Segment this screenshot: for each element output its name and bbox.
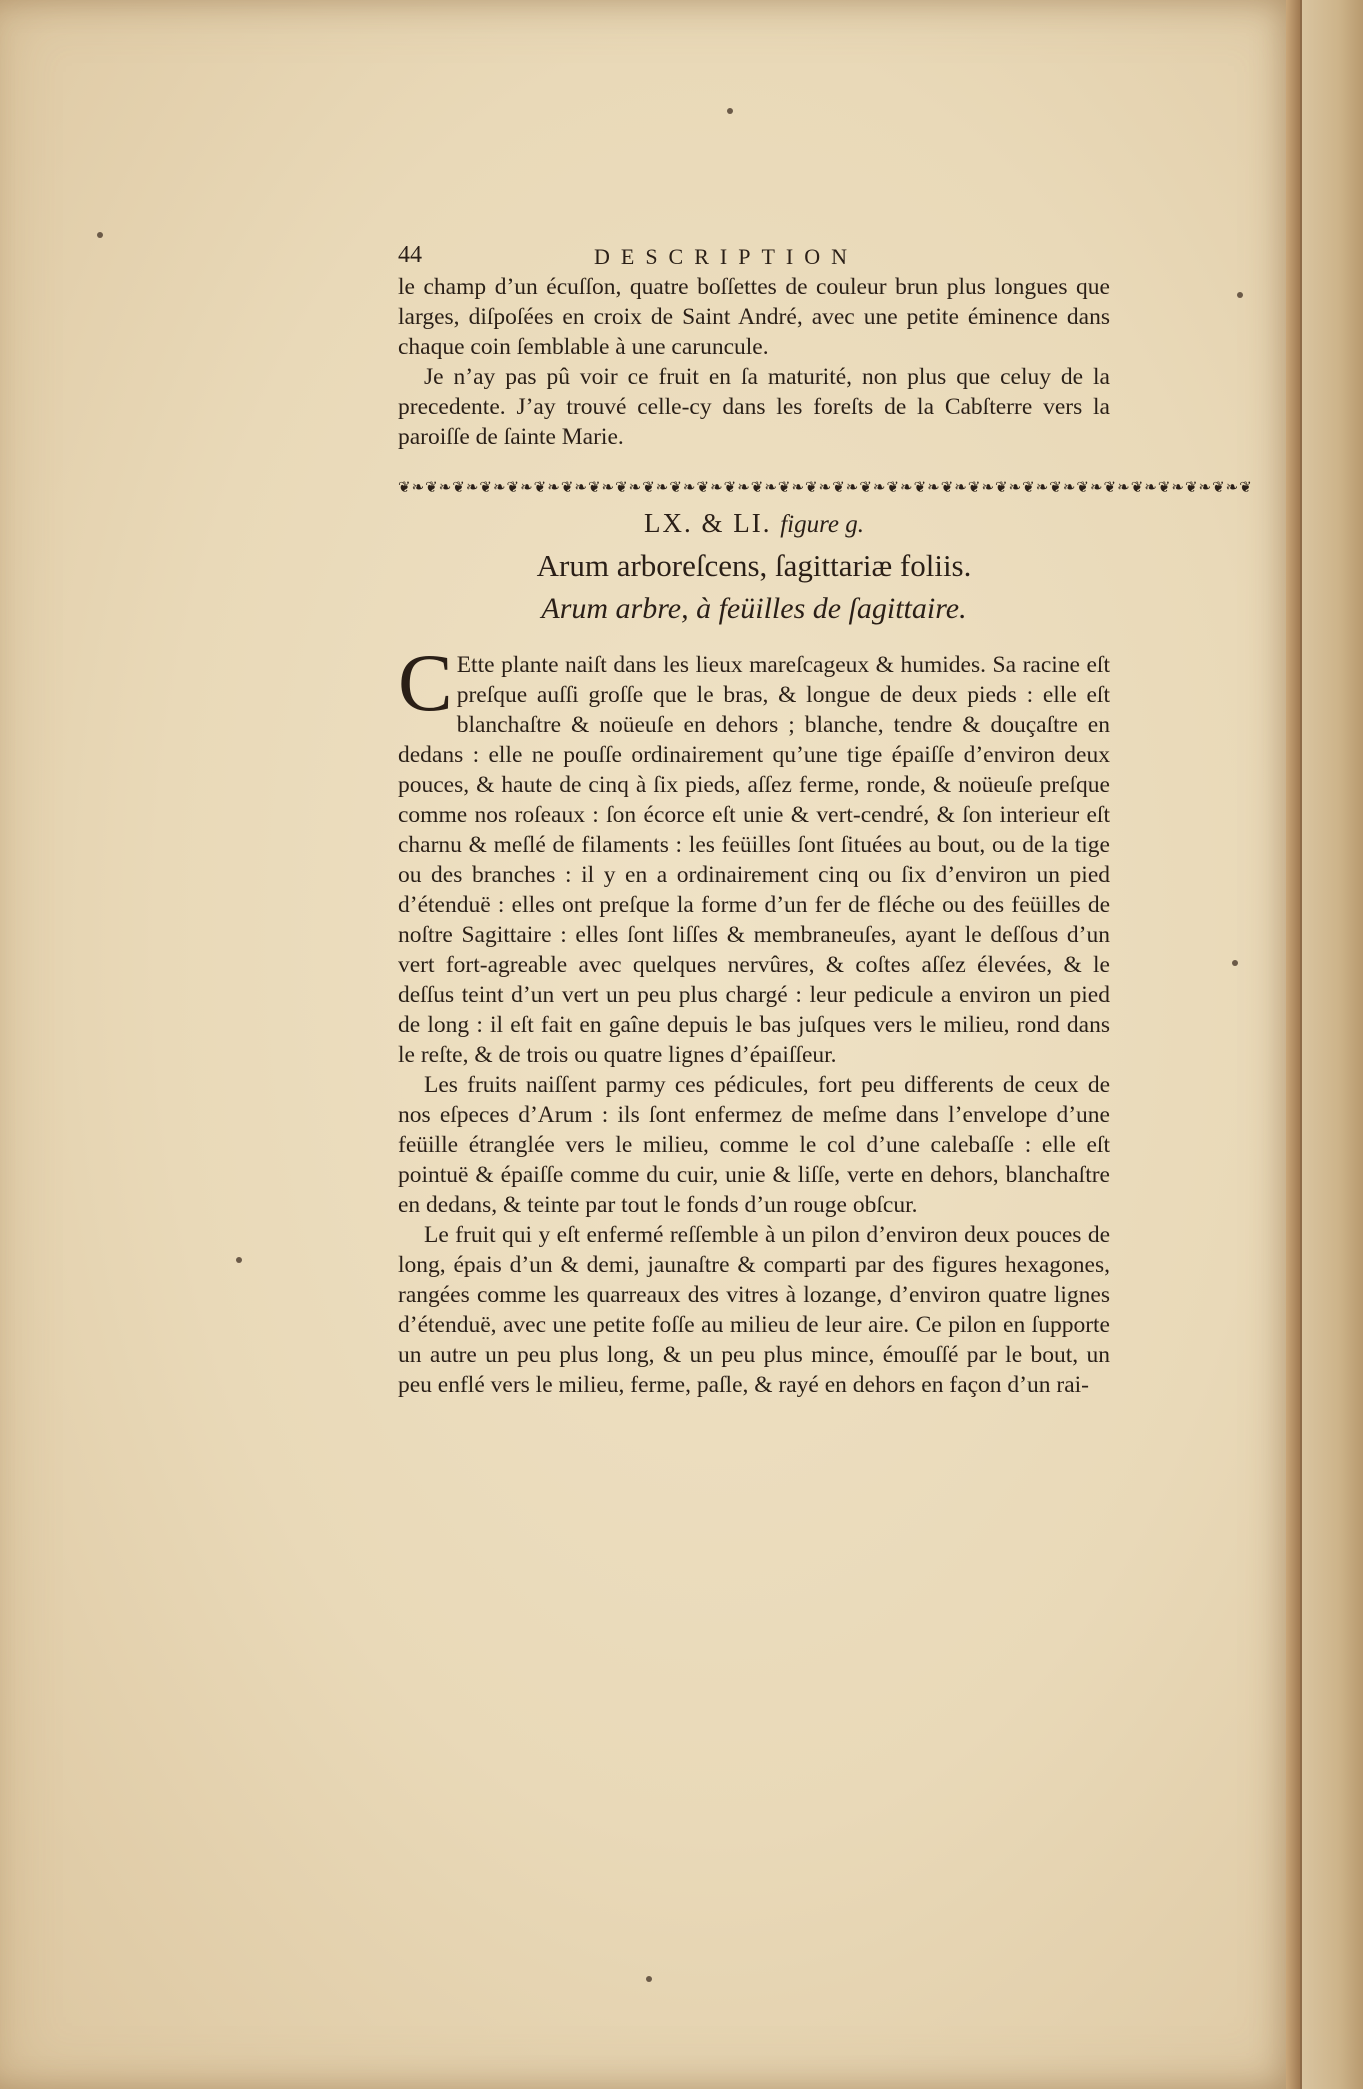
drop-cap: C — [398, 637, 453, 728]
paper-spot — [97, 232, 103, 238]
section-number: LX. & LI. — [643, 508, 772, 538]
page-number: 44 — [398, 242, 422, 268]
figure-reference: figure g. — [780, 511, 865, 538]
fruits-paragraph: Les fruits naiſſent parmy ces pédicules, fort peu differents de ceux de nos eſpeces d’Arum : ils ſont enfermez de meſme dans l’envelope d’une feüille étranglée vers le milieu, comme le col d’une calebaſſe : elle eſt pointuë & épaiſſe comme du cuir, unie & liſſe, verte en dehors, blanchaſtre en dedans, & teinte par tout le fonds d’un rouge obſcur. — [398, 1072, 1110, 1218]
fruit-description-paragraph: Le fruit qui y eſt enfermé reſſemble à un pilon d’environ deux pouces de long, épais d’un & demi, jaunaſtre & comparti par des figures hexagones, rangées comme les quarreaux des vitres à lozange, d’environ quatre lignes d’étenduë, avec une petite foſſe au milieu de leur aire. Ce pilon en ſupporte un autre un peu plus long, & un peu plus mince, émouſſé par le bout, un peu enflé vers le milieu, ferme, paſle, & rayé en dehors en façon d’un rai- — [398, 1222, 1110, 1398]
running-title: DESCRIPTION — [594, 244, 859, 269]
adjacent-page-edge — [1300, 0, 1363, 2089]
paper-spot — [1237, 292, 1243, 298]
french-title: Arum arbre, à feüilles de ſagittaire. — [541, 592, 967, 625]
latin-title: Arum arboreſcens, ſagittariæ foliis. — [536, 548, 972, 583]
text-block — [398, 242, 1253, 1400]
continuation-paragraph: le champ d’un écuſſon, quatre boſſettes de couleur brun plus longues que larges, diſpoſées en croix de Saint André, avec une petite éminence dans chaque coin ſemblable à une caruncule. — [398, 274, 1110, 360]
paper-spot — [727, 108, 733, 114]
paper-spot — [646, 1976, 652, 1982]
page-gutter-edge — [1286, 0, 1300, 2089]
ornamental-divider: ❦❧❦❧❦❧❦❧❦❧❦❧❦❧❦❧❦❧❦❧❦❧❦❧❦❧❦❧❦❧❦❧❦❧❦❧❦❧❦❧❦❧❦❧❦❧❦❧❦❧❦❧❦❧❦❧❦❧❦❧❦❧❦ — [398, 480, 1253, 496]
description-paragraph — [398, 637, 1110, 1070]
location-paragraph: Je n’ay pas pû voir ce fruit en ſa maturité, non plus que celuy de la precedente. J’ay trouvé celle-cy dans les foreſts de la Cabſterre vers la paroiſſe de ſainte Marie. — [398, 364, 1110, 450]
running-head — [398, 242, 1110, 272]
paper-spot — [236, 1257, 242, 1263]
paper-spot — [1232, 960, 1238, 966]
section-heading — [398, 508, 1110, 544]
description-text: Ette plante naiſt dans les lieux mareſcageux & humides. Sa racine eſt preſque auſſi groſſe que le bras, & longue de deux pieds : elle eſt blanchaſtre & noüeuſe en dehors ; blanche, tendre & douçaſtre en dedans : elle ne pouſſe ordinairement qu’une tige épaiſſe d’environ deux pouces, & haute de cinq à ſix pieds, aſſez ferme, ronde, & noüeuſe preſque comme nos roſeaux : ſon écorce eſt unie & vert-cendré, & ſon interieur eſt charnu & meſlé de filaments : les feüilles ſont ſituées au bout, ou de la tige ou des branches : il y en a ordinairement cinq ou ſix d’environ un pied d’étenduë : elles ont preſque la forme d’un fer de fléche ou des feüilles de noſtre Sagittaire : elles ſont liſſes & membraneuſes, ayant le deſſous d’un vert fort-agreable avec quelques nervûres, & coſtes aſſez élevées, & le deſſus teint d’un vert un peu plus chargé : leur pedicule a environ un pied de long : il eſt fait en gaîne depuis le bas juſques vers le milieu, rond dans le reſte, & de trois ou quatre lignes d’épaiſſeur. — [398, 652, 1110, 1068]
